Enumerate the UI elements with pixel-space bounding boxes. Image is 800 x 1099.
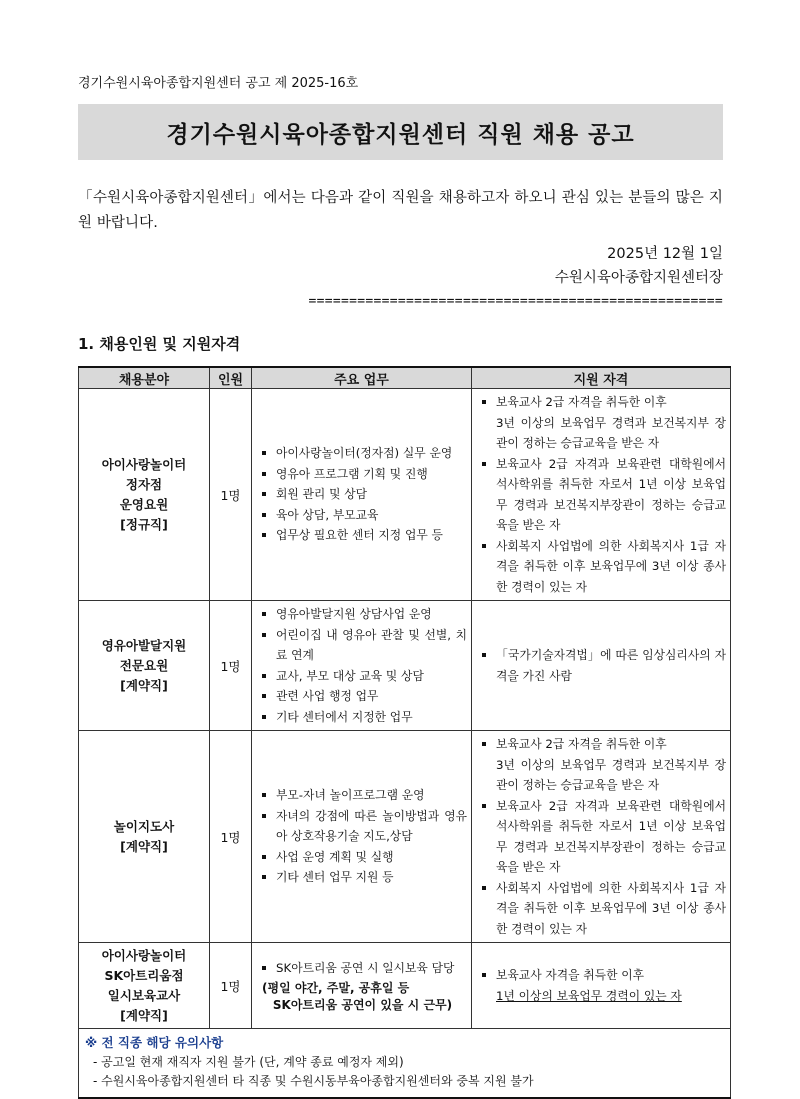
- job-field-line: [계약직]: [120, 838, 168, 854]
- list-item: 보육교사 2급 자격과 보육관련 대학원에서 석사학위를 취득한 자로서 1년 이상 보육업무 경력과 보건복지부장관이 정하는 승급교육을 받은 자: [478, 796, 726, 878]
- list-item: 보육교사 자격을 취득한 이후 1년 이상의 보육업무 경력이 있는 자: [478, 965, 726, 1006]
- job-field: [79, 601, 210, 731]
- notes-cell: [79, 1029, 731, 1099]
- qualifications-cell: [472, 389, 731, 601]
- issuer-name: 수원시육아종합지원센터장: [554, 270, 723, 286]
- list-item: 업무상 필요한 센터 지정 업무 등: [258, 525, 467, 546]
- column-header: 지원 자격: [472, 367, 731, 389]
- list-item: 영유아발달지원 상담사업 운영: [258, 604, 467, 625]
- job-field-line: 정자점: [125, 476, 163, 492]
- duties-cell: [252, 731, 472, 943]
- job-field-line: [계약직]: [120, 677, 168, 693]
- underlined-requirement: 1년 이상의 보육업무 경력이 있는 자: [496, 988, 682, 1003]
- note-item: - 수원시육아종합지원센터 타 직종 및 수원시동부육아종합지원센터와 중복 지원 불가: [93, 1074, 534, 1088]
- list-item: 육아 상담, 부모교육: [258, 505, 467, 526]
- job-field: [79, 389, 210, 601]
- list-item: 아이사랑놀이터(정자점) 실무 운영: [258, 443, 467, 464]
- section-heading: 1. 채용인원 및 지원자격: [78, 335, 241, 353]
- recruitment-table: [78, 366, 731, 1099]
- job-field-line: 전문요원: [119, 657, 169, 673]
- job-field-line: SK아트리움점: [104, 967, 184, 983]
- list-item: 사업 운영 계획 및 실행: [258, 847, 467, 868]
- table-row: [79, 389, 731, 601]
- list-item: 영유아 프로그램 기획 및 진행: [258, 464, 467, 485]
- job-field: [79, 943, 210, 1029]
- duties-cell: [252, 389, 472, 601]
- separator-line: ===================================================: [308, 294, 723, 309]
- list-item: 기타 센터에서 지정한 업무: [258, 707, 467, 728]
- job-field-line: 놀이지도사: [113, 818, 175, 834]
- notice-number: 경기수원시육아종합지원센터 공고 제 2025-16호: [78, 76, 359, 91]
- job-field-line: 일시보육교사: [107, 987, 181, 1003]
- list-item: SK아트리움 공연 시 일시보육 담당: [258, 958, 467, 979]
- job-field-line: [계약직]: [120, 1007, 168, 1023]
- duties-note: (평일 야간, 주말, 공휴일 등: [262, 980, 410, 995]
- list-item: 기타 센터 업무 지원 등: [258, 867, 467, 888]
- notes-row: [79, 1029, 731, 1099]
- notice-date: 2025년 12월 1일: [607, 246, 723, 262]
- list-item: 보육교사 2급 자격을 취득한 이후 3년 이상의 보육업무 경력과 보건복지부 장관이 정하는 승급교육을 받은 자: [478, 392, 726, 454]
- table-row: [79, 943, 731, 1029]
- list-item: 관련 사업 행정 업무: [258, 686, 467, 707]
- job-field: [79, 731, 210, 943]
- list-item: 사회복지 사업법에 의한 사회복지사 1급 자격을 취득한 이후 보육업무에 3년 이상 종사한 경력이 있는 자: [478, 878, 726, 940]
- list-item: 부모-자녀 놀이프로그램 운영: [258, 785, 467, 806]
- list-item: 어린이집 내 영유아 관찰 및 선별, 치료 연계: [258, 625, 467, 666]
- job-field-line: 아이사랑놀이터: [101, 947, 187, 963]
- list-item: 교사, 부모 대상 교육 및 상담: [258, 666, 467, 687]
- list-item: 「국가기술자격법」에 따른 임상심리사의 자격을 가진 사람: [478, 645, 726, 686]
- list-item: 보육교사 2급 자격을 취득한 이후 3년 이상의 보육업무 경력과 보건복지부 장관이 정하는 승급교육을 받은 자: [478, 734, 726, 796]
- headcount: 1명: [210, 601, 252, 731]
- duties-note: SK아트리움 공연이 있을 시 근무): [272, 997, 453, 1012]
- list-item: 사회복지 사업법에 의한 사회복지사 1급 자격을 취득한 이후 보육업무에 3년 이상 종사한 경력이 있는 자: [478, 536, 726, 598]
- column-header: 채용분야: [79, 367, 210, 389]
- duties-cell: [252, 943, 472, 1029]
- qualifications-cell: [472, 943, 731, 1029]
- job-field-line: [정규직]: [120, 516, 168, 532]
- page-title: 경기수원시육아종합지원센터 직원 채용 공고: [78, 104, 723, 160]
- headcount: 1명: [210, 943, 252, 1029]
- table-header-row: [79, 367, 731, 389]
- duties-cell: [252, 601, 472, 731]
- notes-title: ※ 전 직종 해당 유의사항: [85, 1035, 224, 1050]
- job-field-line: 운영요원: [119, 496, 169, 512]
- list-item: 회원 관리 및 상담: [258, 484, 467, 505]
- note-item: - 공고일 현재 재직자 지원 불가 (단, 계약 종료 예정자 제외): [93, 1055, 404, 1069]
- table-row: [79, 601, 731, 731]
- column-header: 인원: [210, 367, 252, 389]
- list-item: 자녀의 강점에 따른 놀이방법과 영유아 상호작용기술 지도,상담: [258, 806, 467, 847]
- job-field-line: 영유아발달지원: [101, 637, 187, 653]
- qualifications-cell: [472, 601, 731, 731]
- qualifications-cell: [472, 731, 731, 943]
- headcount: 1명: [210, 389, 252, 601]
- list-item: 보육교사 2급 자격과 보육관련 대학원에서 석사학위를 취득한 자로서 1년 이상 보육업무 경력과 보건복지부장관이 정하는 승급교육을 받은 자: [478, 454, 726, 536]
- table-row: [79, 731, 731, 943]
- headcount: 1명: [210, 731, 252, 943]
- column-header: 주요 업무: [252, 367, 472, 389]
- intro-paragraph: 「수원시육아종합지원센터」에서는 다음과 같이 직원을 채용하고자 하오니 관심 있는 분들의 많은 지원 바랍니다.: [78, 190, 723, 231]
- job-field-line: 아이사랑놀이터: [101, 456, 187, 472]
